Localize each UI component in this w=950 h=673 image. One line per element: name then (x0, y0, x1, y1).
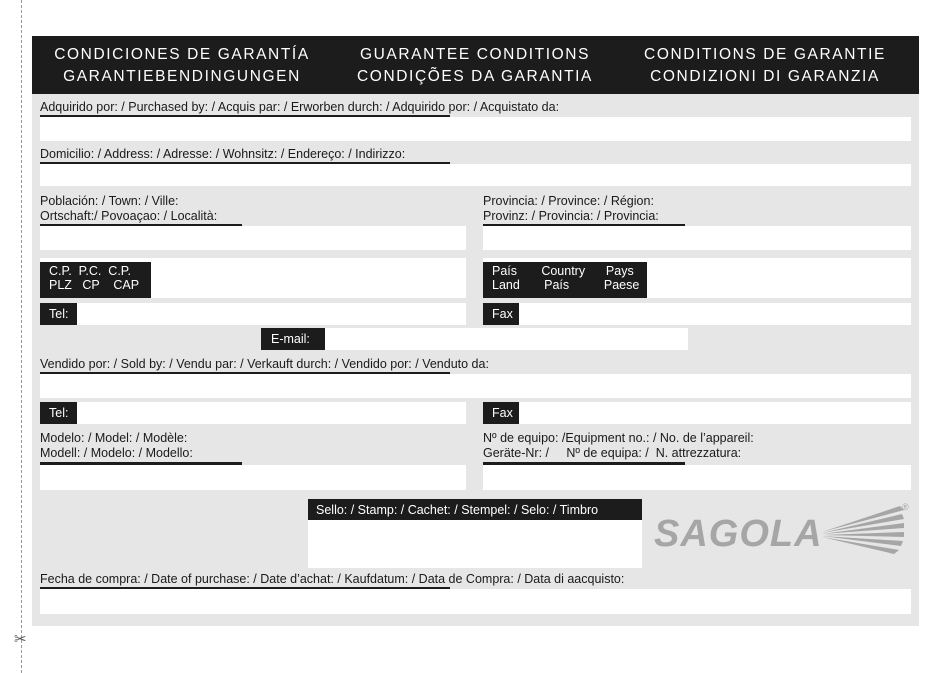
tel-field[interactable] (40, 303, 466, 325)
tel-tag: Tel: (40, 303, 77, 325)
model-field[interactable] (40, 465, 466, 490)
seller-fax-tag: Fax (483, 402, 519, 424)
equipment-field[interactable] (483, 465, 911, 490)
seller-tel-tag: Tel: (40, 402, 77, 424)
cut-line (21, 0, 22, 673)
header-band (32, 36, 919, 94)
guarantee-card (32, 36, 919, 626)
header-title-fr: CONDITIONS DE GARANTIE (644, 46, 886, 63)
purchased-by-label: Adquirido por: / Purchased by: / Acquis par: / Erworben durch: / Adquirido por: / Acquistato da: (40, 100, 560, 114)
header-col-es-de (42, 44, 322, 88)
email-field[interactable] (261, 328, 688, 350)
logo-rays-icon (822, 506, 904, 554)
scissors-icon: ✂ (14, 631, 27, 648)
province-field[interactable] (483, 226, 911, 250)
fax-tag: Fax (483, 303, 519, 325)
header-col-fr-it (625, 44, 905, 88)
postal-code-tag (40, 262, 151, 298)
sold-by-field[interactable] (40, 374, 911, 398)
seller-tel-field[interactable] (40, 402, 466, 424)
town-label-line2: Ortschaft:/ Povoaçao: / Località: (40, 209, 218, 223)
header-title-pt: CONDIÇÕES DA GARANTIA (357, 68, 593, 85)
header-title-es: CONDICIONES DE GARANTÍA (54, 46, 310, 63)
town-label-line1: Población: / Town: / Ville: (40, 194, 179, 208)
country-tag (483, 262, 647, 298)
model-label-line1: Modelo: / Model: / Modèle: (40, 431, 188, 445)
province-label-line1: Provincia: / Province: / Région: (483, 194, 654, 208)
header-title-de: GARANTIEBENDINGUNGEN (63, 68, 301, 85)
town-field[interactable] (40, 226, 466, 250)
sagola-logo (654, 498, 914, 558)
sold-by-label: Vendido por: / Sold by: / Vendu par: / Verkauft durch: / Vendido por: / Venduto da: (40, 357, 489, 371)
seller-fax-field[interactable] (483, 402, 911, 424)
logo-wordmark: SAGOLA (654, 513, 823, 555)
address-field[interactable] (40, 164, 911, 186)
email-tag: E-mail: (261, 328, 325, 350)
postal-code-tag-row2: PLZ CP CAP (49, 278, 140, 292)
address-label: Domicilio: / Address: / Adresse: / Wohnsitz: / Endereço: / Indirizzo: (40, 147, 406, 161)
header-title-en: GUARANTEE CONDITIONS (359, 46, 591, 63)
country-tag-row2: Land País Paese (492, 278, 640, 292)
purchased-by-field[interactable] (40, 117, 911, 141)
model-label-line2: Modell: / Modelo: / Modello: (40, 446, 193, 460)
header-col-en-pt (335, 44, 615, 88)
province-label-line2: Provinz: / Provincia: / Provincia: (483, 209, 659, 223)
registered-mark: ® (902, 502, 909, 512)
equipment-label-line2: Geräte-Nr: / Nº de equipa: / N. attrezzatura: (483, 446, 742, 460)
fax-field[interactable] (483, 303, 911, 325)
country-tag-row1: País Country Pays (492, 264, 634, 278)
postal-code-tag-row1: C.P. P.C. C.P. (49, 264, 131, 278)
equipment-label-line1: Nº de equipo: /Equipment no.: / No. de l’appareil: (483, 431, 754, 445)
stamp-tag: Sello: / Stamp: / Cachet: / Stempel: / Selo: / Timbro (308, 499, 642, 520)
purchase-date-label: Fecha de compra: / Date of purchase: / Date d’achat: / Kaufdatum: / Data de Compra: / Data di aacquisto: (40, 572, 625, 586)
header-title-it: CONDIZIONI DI GARANZIA (650, 68, 880, 85)
purchase-date-field[interactable] (40, 589, 911, 614)
